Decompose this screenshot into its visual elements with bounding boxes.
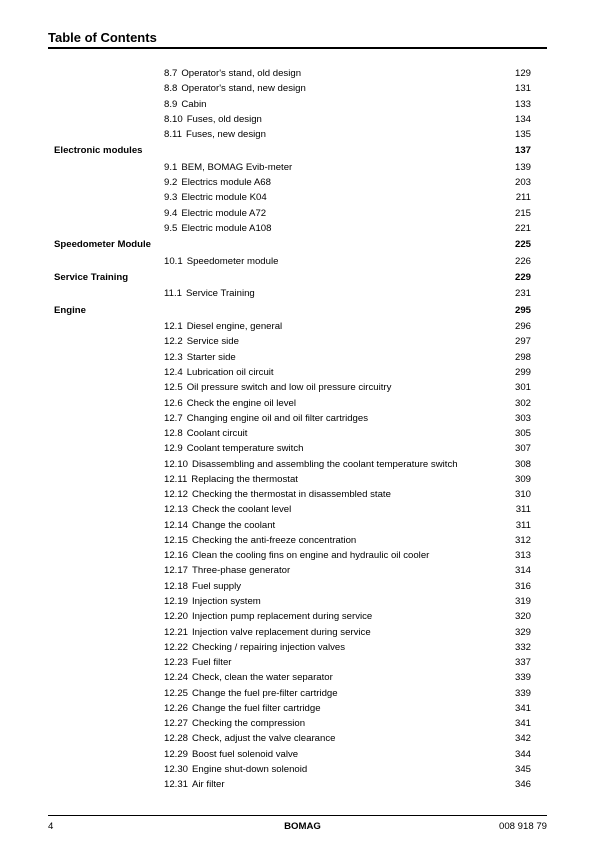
toc-entry-label bbox=[164, 350, 236, 365]
toc-entry-label bbox=[164, 563, 290, 578]
toc-page-number: 135 bbox=[514, 129, 531, 141]
toc-entry-label bbox=[164, 319, 282, 334]
toc-section-heading[interactable] bbox=[0, 236, 605, 254]
toc-page-number: 314 bbox=[514, 565, 531, 577]
toc-page-number: 133 bbox=[514, 98, 531, 110]
toc-entry-number: 12.14 bbox=[164, 519, 189, 531]
toc-entry[interactable] bbox=[0, 334, 605, 349]
toc-page-number: 316 bbox=[514, 580, 531, 592]
toc-entry[interactable] bbox=[0, 221, 605, 236]
toc-entry[interactable] bbox=[0, 502, 605, 517]
toc-entry-title: Coolant temperature switch bbox=[186, 443, 304, 455]
toc-page-number: 319 bbox=[514, 595, 531, 607]
toc-entry-label bbox=[164, 518, 275, 533]
toc-page-number: 129 bbox=[514, 68, 531, 79]
toc-page-number: 311 bbox=[515, 504, 531, 516]
toc-entry[interactable] bbox=[0, 97, 605, 112]
toc-page-number: 226 bbox=[514, 255, 531, 267]
toc-entry-title: Electric module A72 bbox=[181, 207, 267, 219]
toc-entry-title: Change the fuel filter cartridge bbox=[192, 702, 321, 714]
toc-entry-number: 12.13 bbox=[164, 504, 189, 516]
toc-entry-label bbox=[164, 286, 255, 301]
toc-entry[interactable] bbox=[0, 112, 605, 127]
toc-entry-label bbox=[164, 747, 298, 762]
toc-entry[interactable] bbox=[0, 365, 605, 380]
toc-entry[interactable] bbox=[0, 254, 605, 269]
toc-entry[interactable] bbox=[0, 579, 605, 594]
toc-entry-number: 12.25 bbox=[164, 687, 189, 699]
toc-entry-number: 12.11 bbox=[164, 473, 188, 485]
toc-entry-title: Oil pressure switch and low oil pressure circuitry bbox=[186, 382, 392, 394]
toc-entry[interactable] bbox=[0, 701, 605, 716]
toc-entry-number: 11.1 bbox=[164, 288, 182, 300]
toc-entry-label bbox=[164, 457, 458, 472]
toc-entry[interactable] bbox=[0, 731, 605, 746]
toc-entry[interactable] bbox=[0, 487, 605, 502]
toc-page-number: 312 bbox=[514, 534, 531, 546]
toc-page-number: 139 bbox=[514, 161, 531, 173]
toc-entry-number: 12.22 bbox=[164, 641, 189, 653]
toc-entry[interactable] bbox=[0, 518, 605, 533]
toc-entry-title: Check, adjust the valve clearance bbox=[192, 733, 336, 745]
toc-entry-number: 12.19 bbox=[164, 595, 189, 607]
toc-entry-label bbox=[164, 625, 371, 640]
toc-section-title: Speedometer Module bbox=[54, 239, 152, 251]
toc-entry-label bbox=[164, 762, 307, 777]
toc-entry-number: 9.4 bbox=[164, 207, 178, 219]
toc-page-number: 137 bbox=[514, 145, 531, 157]
toc-entry[interactable] bbox=[0, 160, 605, 175]
toc-entry-title: Replacing the thermostat bbox=[191, 473, 298, 485]
toc-entry-title: Fuel supply bbox=[192, 580, 242, 592]
toc-entry-number: 12.7 bbox=[164, 412, 183, 424]
footer-divider bbox=[48, 815, 547, 816]
toc-entry-label bbox=[164, 97, 206, 112]
toc-entry-title: Electrics module A68 bbox=[181, 177, 271, 189]
toc-page-number: 134 bbox=[514, 113, 531, 125]
toc-entry-label bbox=[164, 112, 262, 127]
toc-entry-label bbox=[164, 380, 391, 395]
toc-page-number: 295 bbox=[514, 304, 531, 316]
toc-page-number: 131 bbox=[514, 83, 531, 95]
toc-entry-number: 12.8 bbox=[164, 428, 183, 440]
toc-entry-title: Electric module A108 bbox=[181, 222, 272, 234]
toc-entry[interactable] bbox=[0, 286, 605, 301]
toc-entry-title: Fuel filter bbox=[192, 657, 232, 669]
toc-page-number: 344 bbox=[514, 748, 531, 760]
toc-entry[interactable] bbox=[0, 686, 605, 701]
toc-entry[interactable] bbox=[0, 548, 605, 563]
toc-entry-number: 8.7 bbox=[164, 68, 178, 79]
toc-entry-number: 12.16 bbox=[164, 550, 189, 562]
toc-entry[interactable] bbox=[0, 594, 605, 609]
toc-entry-label bbox=[164, 81, 306, 96]
toc-entry-title: Injection valve replacement during service bbox=[192, 626, 371, 638]
toc-entry-title: Air filter bbox=[192, 779, 225, 791]
toc-page-number: 311 bbox=[515, 519, 531, 531]
toc-entry-number: 12.10 bbox=[164, 458, 189, 470]
toc-entry-title: Cabin bbox=[181, 98, 207, 110]
toc-entry-label bbox=[164, 334, 239, 349]
toc-entry-label bbox=[164, 66, 301, 81]
toc-page-number: 329 bbox=[514, 626, 531, 638]
toc-page-number: 215 bbox=[514, 207, 531, 219]
toc-entry-title: Change the coolant bbox=[192, 519, 276, 531]
toc-entry-title: Check the coolant level bbox=[192, 504, 292, 516]
toc-entry-number: 9.2 bbox=[164, 177, 178, 189]
toc-entry-label bbox=[164, 716, 305, 731]
toc-page-number: 332 bbox=[514, 641, 531, 653]
toc-page-number: 203 bbox=[514, 177, 531, 189]
toc-entry-label bbox=[164, 640, 345, 655]
toc-entry-title: Electric module K04 bbox=[181, 192, 267, 204]
toc-entry[interactable] bbox=[0, 396, 605, 411]
toc-page-number: 301 bbox=[514, 382, 531, 394]
toc-entry-number: 9.3 bbox=[164, 192, 178, 204]
toc-entry-title: Operator's stand, old design bbox=[181, 68, 302, 79]
toc-page-number: 299 bbox=[514, 366, 531, 378]
toc-page-number: 307 bbox=[514, 443, 531, 455]
toc-entry-number: 12.18 bbox=[164, 580, 189, 592]
toc-entry-title: Operator's stand, new design bbox=[181, 83, 306, 95]
toc-entry[interactable] bbox=[0, 777, 605, 792]
toc-entry-title: Diesel engine, general bbox=[186, 321, 283, 333]
toc-page-number: 211 bbox=[515, 192, 531, 204]
toc-page-number: 339 bbox=[514, 672, 531, 684]
toc-page-number: 337 bbox=[514, 657, 531, 669]
toc-entry-title: Boost fuel solenoid valve bbox=[192, 748, 299, 760]
toc-entry[interactable] bbox=[0, 747, 605, 762]
toc-entry-title: Checking / repairing injection valves bbox=[192, 641, 346, 653]
toc-entry-label bbox=[164, 731, 335, 746]
toc-entry[interactable] bbox=[0, 533, 605, 548]
toc-entry-title: Injection system bbox=[192, 595, 261, 607]
toc-page-number: 221 bbox=[514, 222, 531, 234]
toc-entry-number: 12.4 bbox=[164, 366, 183, 378]
toc-entry-label bbox=[164, 548, 429, 563]
toc-entry-title: Speedometer module bbox=[186, 255, 279, 267]
toc-entry-label bbox=[164, 670, 333, 685]
toc-entry-label bbox=[164, 206, 266, 221]
toc-entry-label bbox=[164, 777, 225, 792]
toc-entry-number: 12.5 bbox=[164, 382, 183, 394]
toc-page-number: 231 bbox=[514, 288, 531, 300]
toc-page-number: 302 bbox=[514, 397, 531, 409]
toc-entry-number: 9.1 bbox=[164, 161, 178, 173]
toc-entry-number: 12.17 bbox=[164, 565, 189, 577]
toc-entry-number: 8.10 bbox=[164, 113, 183, 125]
toc-entry-title: Checking the thermostat in disassembled state bbox=[192, 489, 391, 501]
toc-entry-label bbox=[164, 701, 321, 716]
toc-entry-title: BEM, BOMAG Evib-meter bbox=[181, 161, 293, 173]
toc-entry[interactable] bbox=[0, 609, 605, 624]
toc-page-number: 341 bbox=[514, 718, 531, 730]
toc-entry-label bbox=[164, 502, 291, 517]
toc-entry[interactable] bbox=[0, 457, 605, 472]
toc-entry-label bbox=[164, 655, 231, 670]
toc-entry-label bbox=[164, 426, 247, 441]
footer-brand: BOMAG bbox=[284, 821, 321, 832]
toc-entry-label bbox=[164, 175, 271, 190]
toc-entry-label bbox=[164, 396, 296, 411]
toc-page-number: 225 bbox=[514, 239, 531, 251]
toc-entry-number: 12.9 bbox=[164, 443, 183, 455]
toc-entry-label bbox=[164, 686, 338, 701]
toc-page-number: 303 bbox=[514, 412, 531, 424]
toc-entry-title: Engine shut-down solenoid bbox=[192, 763, 308, 775]
toc-entry-number: 8.11 bbox=[164, 129, 182, 141]
toc-entry-number: 12.26 bbox=[164, 702, 189, 714]
toc-entry-number: 12.3 bbox=[164, 351, 183, 363]
toc-entry[interactable] bbox=[0, 655, 605, 670]
toc-entry-label bbox=[164, 365, 274, 380]
toc-entry-label bbox=[164, 411, 368, 426]
toc-page-number: 298 bbox=[514, 351, 531, 363]
toc-page-number: 305 bbox=[514, 428, 531, 440]
toc-entry-title: Disassembling and assembling the coolant temperature switch bbox=[192, 458, 458, 470]
toc-entry-title: Checking the anti-freeze concentration bbox=[192, 534, 357, 546]
toc-entry-title: Change the fuel pre-filter cartridge bbox=[192, 687, 338, 699]
toc-entry-label bbox=[164, 579, 241, 594]
toc-page-number: 310 bbox=[514, 489, 531, 501]
toc-entry-number: 12.24 bbox=[164, 672, 189, 684]
toc-entry-label bbox=[164, 190, 267, 205]
toc-entry[interactable] bbox=[0, 319, 605, 334]
toc-entry-label bbox=[164, 609, 372, 624]
toc-entry-number: 12.27 bbox=[164, 718, 189, 730]
toc-entry-label bbox=[164, 160, 292, 175]
toc-page-number: 297 bbox=[514, 336, 531, 348]
header-divider bbox=[48, 47, 547, 49]
toc-entry-title: Checking the compression bbox=[192, 718, 306, 730]
toc-entry[interactable] bbox=[0, 175, 605, 190]
toc-page-number: 296 bbox=[514, 321, 531, 333]
toc-entry[interactable] bbox=[0, 625, 605, 640]
toc-entry-title: Injection pump replacement during service bbox=[192, 611, 373, 623]
toc-entry-number: 12.12 bbox=[164, 489, 189, 501]
toc-entry-label bbox=[164, 254, 278, 269]
toc-entry-title: Coolant circuit bbox=[186, 428, 248, 440]
toc-page-number: 229 bbox=[514, 271, 531, 283]
toc-entry-title: Lubrication oil circuit bbox=[186, 366, 274, 378]
toc-section-title: Service Training bbox=[54, 271, 129, 283]
toc-entry[interactable] bbox=[0, 350, 605, 365]
toc-entry-number: 12.1 bbox=[164, 321, 183, 333]
toc-entry-title: Changing engine oil and oil filter cartridges bbox=[186, 412, 369, 424]
toc-entry-number: 8.8 bbox=[164, 83, 178, 95]
toc-entry[interactable] bbox=[0, 411, 605, 426]
toc-entry-label bbox=[164, 472, 298, 487]
toc-entry-label bbox=[164, 533, 356, 548]
page-title: Table of Contents bbox=[48, 30, 157, 45]
toc-entry[interactable] bbox=[0, 762, 605, 777]
toc-entry[interactable] bbox=[0, 640, 605, 655]
toc-entry[interactable] bbox=[0, 380, 605, 395]
toc-page-number: 341 bbox=[514, 702, 531, 714]
toc-entry-number: 12.15 bbox=[164, 534, 189, 546]
toc-entry-number: 8.9 bbox=[164, 98, 178, 110]
toc-entry[interactable] bbox=[0, 670, 605, 685]
toc-entry-number: 12.29 bbox=[164, 748, 189, 760]
toc-entry-number: 12.23 bbox=[164, 657, 189, 669]
toc-section-heading[interactable] bbox=[0, 302, 605, 320]
footer-doc-number: 008 918 79 bbox=[498, 821, 547, 832]
toc-entry-label bbox=[164, 594, 261, 609]
toc-entry[interactable] bbox=[0, 66, 605, 81]
toc-entry-number: 12.21 bbox=[164, 626, 189, 638]
toc-entry[interactable] bbox=[0, 127, 605, 142]
toc-entry-label bbox=[164, 127, 266, 142]
toc-entry-title: Check, clean the water separator bbox=[192, 672, 333, 684]
toc-entry-number: 12.20 bbox=[164, 611, 189, 623]
toc-entry-title: Check the engine oil level bbox=[186, 397, 297, 409]
toc-page-number: 342 bbox=[514, 733, 531, 745]
toc-page-number: 308 bbox=[514, 458, 531, 470]
toc-entry-number: 12.28 bbox=[164, 733, 189, 745]
toc-page-number: 345 bbox=[514, 763, 531, 775]
toc-entry-number: 12.6 bbox=[164, 397, 183, 409]
toc-entry-title: Fuses, old design bbox=[186, 113, 262, 125]
toc-section-title: Engine bbox=[54, 304, 86, 316]
toc-entry[interactable] bbox=[0, 563, 605, 578]
toc-entry[interactable] bbox=[0, 426, 605, 441]
toc-page-number: 339 bbox=[514, 687, 531, 699]
toc-section-title: Electronic modules bbox=[54, 145, 143, 157]
toc-entry-number: 12.30 bbox=[164, 763, 189, 775]
toc-entry-title: Service Training bbox=[185, 288, 255, 300]
toc-page-number: 320 bbox=[514, 611, 531, 623]
toc-entry-number: 10.1 bbox=[164, 255, 183, 267]
toc-section-heading[interactable] bbox=[0, 269, 605, 287]
toc-page-number: 313 bbox=[514, 550, 531, 562]
toc-entry-title: Clean the cooling fins on engine and hydraulic oil cooler bbox=[192, 550, 430, 562]
toc-entry-label bbox=[164, 441, 303, 456]
toc-section-heading[interactable] bbox=[0, 142, 605, 160]
toc-entry-number: 12.31 bbox=[164, 779, 189, 791]
toc-entry[interactable] bbox=[0, 190, 605, 205]
toc-entry-label bbox=[164, 221, 271, 236]
toc-page-number: 309 bbox=[514, 473, 531, 485]
table-of-contents bbox=[0, 66, 605, 792]
footer-page-number: 4 bbox=[48, 821, 54, 832]
toc-entry-number: 12.2 bbox=[164, 336, 183, 348]
toc-entry[interactable] bbox=[0, 206, 605, 221]
toc-entry-label bbox=[164, 487, 391, 502]
toc-entry-title: Three-phase generator bbox=[192, 565, 291, 577]
toc-entry[interactable] bbox=[0, 472, 605, 487]
toc-entry-title: Service side bbox=[186, 336, 239, 348]
toc-entry[interactable] bbox=[0, 716, 605, 731]
toc-entry[interactable] bbox=[0, 81, 605, 96]
toc-entry-title: Fuses, new design bbox=[185, 129, 266, 141]
toc-entry[interactable] bbox=[0, 441, 605, 456]
toc-entry-title: Starter side bbox=[186, 351, 236, 363]
toc-entry-number: 9.5 bbox=[164, 222, 178, 234]
toc-page-number: 346 bbox=[514, 779, 531, 791]
